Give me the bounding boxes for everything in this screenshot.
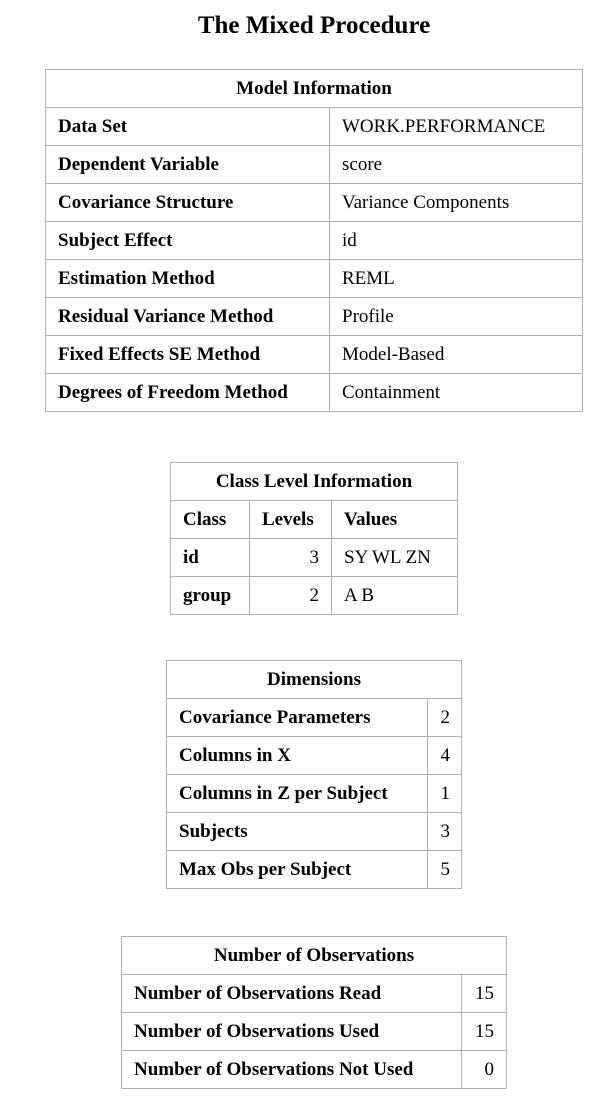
page-title: The Mixed Procedure — [197, 12, 431, 39]
row-label: Max Obs per Subject — [167, 851, 428, 889]
row-label: Subjects — [167, 813, 428, 851]
row-label: Residual Variance Method — [46, 298, 330, 336]
row-value: 2 — [428, 699, 462, 737]
table-row — [167, 699, 462, 737]
row-label: Degrees of Freedom Method — [46, 374, 330, 412]
table-caption: Model Information — [46, 70, 583, 108]
table-caption-row — [171, 463, 458, 501]
table-row — [167, 775, 462, 813]
row-label: Columns in X — [167, 737, 428, 775]
column-header-levels: Levels — [250, 501, 332, 539]
row-label: Covariance Parameters — [167, 699, 428, 737]
row-value: Profile — [330, 298, 583, 336]
row-value: id — [330, 222, 583, 260]
table-row — [46, 374, 583, 412]
number-of-observations-table — [121, 936, 507, 1089]
class-values: SY WL ZN — [332, 539, 458, 577]
class-values: A B — [332, 577, 458, 615]
row-value: 1 — [428, 775, 462, 813]
class-levels: 2 — [250, 577, 332, 615]
class-name: id — [171, 539, 250, 577]
table-row — [46, 146, 583, 184]
table-caption: Number of Observations — [122, 937, 507, 975]
table-row — [122, 975, 507, 1013]
row-label: Estimation Method — [46, 260, 330, 298]
row-label: Data Set — [46, 108, 330, 146]
row-value: 0 — [462, 1051, 507, 1089]
row-value: 15 — [462, 1013, 507, 1051]
table-row — [171, 577, 458, 615]
model-information-table — [45, 69, 583, 412]
class-name: group — [171, 577, 250, 615]
table-row — [46, 298, 583, 336]
row-value: Variance Components — [330, 184, 583, 222]
table-row — [46, 260, 583, 298]
row-value: 15 — [462, 975, 507, 1013]
row-label: Fixed Effects SE Method — [46, 336, 330, 374]
row-label: Columns in Z per Subject — [167, 775, 428, 813]
table-row — [171, 539, 458, 577]
table-caption: Class Level Information — [171, 463, 458, 501]
table-row — [167, 851, 462, 889]
row-value: WORK.PERFORMANCE — [330, 108, 583, 146]
row-label: Number of Observations Used — [122, 1013, 462, 1051]
dimensions-table — [166, 660, 462, 889]
row-label: Subject Effect — [46, 222, 330, 260]
row-value: 4 — [428, 737, 462, 775]
row-label: Covariance Structure — [46, 184, 330, 222]
table-row — [46, 336, 583, 374]
row-value: 3 — [428, 813, 462, 851]
table-row — [167, 813, 462, 851]
table-caption-row — [122, 937, 507, 975]
column-header-values: Values — [332, 501, 458, 539]
row-value: Model-Based — [330, 336, 583, 374]
table-row — [122, 1051, 507, 1089]
table-header-row — [171, 501, 458, 539]
row-label: Number of Observations Read — [122, 975, 462, 1013]
row-value: 5 — [428, 851, 462, 889]
table-row — [46, 184, 583, 222]
table-caption-row — [167, 661, 462, 699]
table-row — [46, 108, 583, 146]
table-caption-row — [46, 70, 583, 108]
table-caption: Dimensions — [167, 661, 462, 699]
row-value: score — [330, 146, 583, 184]
row-value: REML — [330, 260, 583, 298]
row-label: Number of Observations Not Used — [122, 1051, 462, 1089]
row-label: Dependent Variable — [46, 146, 330, 184]
table-row — [167, 737, 462, 775]
class-levels: 3 — [250, 539, 332, 577]
row-value: Containment — [330, 374, 583, 412]
column-header-class: Class — [171, 501, 250, 539]
class-level-information-table — [170, 462, 458, 615]
table-row — [46, 222, 583, 260]
table-row — [122, 1013, 507, 1051]
